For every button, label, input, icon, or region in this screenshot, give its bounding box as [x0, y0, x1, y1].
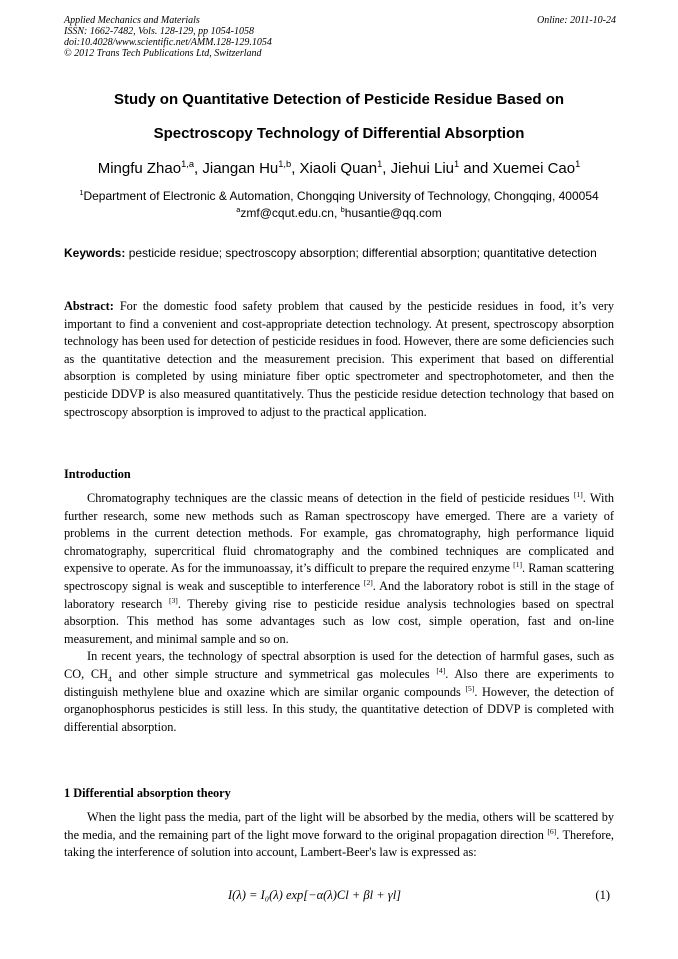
journal-issn: ISSN: 1662-7482, Vols. 128-129, pp 1054-1058 — [64, 26, 254, 37]
keywords-label: Keywords: — [64, 246, 126, 260]
section-1-paragraph-1 — [64, 809, 614, 862]
section-1-heading: 1 Differential absorption theory — [64, 786, 231, 800]
author-affiliation-marker: 1 — [575, 159, 581, 169]
keywords-text: pesticide residue; spectroscopy absorption; differential absorption; quantitative detection — [125, 246, 597, 260]
subscript: 4 — [108, 674, 112, 684]
paragraph-text: and other simple structure and symmetrical gas molecules — [111, 666, 437, 681]
email-a-marker: a — [236, 205, 241, 214]
author-name: Mingfu Zhao — [97, 160, 182, 177]
abstract — [64, 298, 614, 421]
citation-marker: [1] — [573, 489, 583, 499]
abstract-text: For the domestic food safety problem that caused by the pesticide residues in food, it’s very important to find a convenient and cost-appropriate detection technology. At present, spectroscopy absorption technology has been used for detection of pesticide residues in food. However, there are some deficiencies such as the quantitative detection and the measurement precision. This experiment that based on differential absorption is completed by using miniature fiber optic spectrometer and spectrophotometer, and then the pesticide DDVP is also measured quantitatively. Thus the pesticide residue detection technology that based on spectroscopy absorption is improved to adjust to the practical application. — [64, 299, 614, 419]
affiliation — [40, 189, 638, 203]
paper-title-line-1: Study on Quantitative Detection of Pesticide Residue Based on — [113, 91, 565, 108]
author-name: Jiangan Hu — [202, 160, 279, 177]
author-emails — [40, 206, 638, 220]
email-a[interactable]: zmf@cqut.edu.cn — [240, 206, 334, 220]
journal-doi: doi:10.4028/www.scientific.net/AMM.128-129.1054 — [64, 37, 272, 48]
author-affiliation-marker: 1 — [377, 159, 383, 169]
paragraph-text: . Thereby giving rise to pesticide residue analysis technologies based on spectral absorption. This method has some advantages such as low cost, simple operation, fast and on-line measurement, and minimal sample and so on. — [64, 596, 614, 646]
citation-marker: [3] — [168, 595, 178, 605]
citation-marker: [6] — [547, 826, 557, 836]
paragraph-text: . Therefore, taking the interference of solution into account, Lambert-Beer's law is expressed as: — [64, 827, 614, 860]
author-separator: and — [459, 160, 493, 177]
author-name: Xiaoli Quan — [299, 160, 378, 177]
paragraph-text: Chromatography techniques are the classic means of detection in the field of pesticide residues — [87, 491, 574, 505]
affiliation-marker: 1 — [79, 188, 84, 197]
author-affiliation-marker: 1,a — [181, 159, 195, 169]
paragraph-text: . Also there are experiments to distinguish methylene blue and oxazine which are similar organic compounds — [64, 666, 614, 699]
introduction-body — [64, 490, 614, 736]
equation-1 — [64, 888, 614, 908]
email-separator: , — [333, 206, 341, 220]
author-affiliation-marker: 1 — [454, 159, 460, 169]
equation-number: (1) — [595, 888, 610, 902]
paper-title-line-2: Spectroscopy Technology of Differential Absorption — [153, 125, 525, 142]
journal-name: Applied Mechanics and Materials — [64, 15, 200, 26]
equation-formula: I(λ) = I₀(λ) exp[−α(λ)Cl + βl + γl] — [228, 888, 402, 902]
author-separator: , — [194, 160, 203, 177]
journal-copyright: © 2012 Trans Tech Publications Ltd, Switzerland — [64, 48, 262, 59]
citation-marker: [1] — [513, 560, 523, 570]
author-separator: , — [382, 160, 391, 177]
author-affiliation-marker: 1,b — [278, 159, 292, 169]
paragraph-text: . With further research, some new methods such as Raman spectroscopy have emerged. There are a variety of problems in the current detection methods. For example, gas chromatography, high performance liquid chromatography, supercritical fluid chromatography and the combined techniques are complicated and expensive to operate. As for the immunoassay, it’s difficult to prepare the required enzyme — [64, 491, 615, 576]
email-b-marker: b — [340, 205, 345, 214]
journal-header — [64, 15, 616, 59]
author-name: Jiehui Liu — [390, 160, 455, 177]
paragraph-text: When the light pass the media, part of the light will be absorbed by the media, others will be scattered by the media, and the remaining part of the light move forward to the original propagation direction — [64, 810, 614, 842]
citation-marker: [5] — [465, 683, 475, 693]
paragraph-text: . However, the detection of organophosphorus pesticides is still less. In this study, the quantitative detection of DDVP is completed with differential absorption. — [64, 684, 614, 734]
author-separator: , — [291, 160, 300, 177]
citation-marker: [4] — [436, 665, 446, 675]
paragraph-text: In recent years, the technology of spectral absorption is used for the detection of harmful gases, such as CO, CH — [64, 649, 614, 681]
citation-marker: [2] — [363, 577, 373, 587]
introduction-paragraph-1 — [64, 490, 614, 648]
section-1-body — [64, 809, 614, 862]
keywords — [64, 245, 614, 262]
introduction-heading: Introduction — [64, 467, 131, 481]
author-name: Xuemei Cao — [492, 160, 576, 177]
paragraph-text: . Raman scattering spectroscopy signal is weak and susceptible to interference — [64, 561, 614, 593]
abstract-label: Abstract: — [64, 299, 114, 313]
author-list — [40, 160, 638, 177]
online-date: Online: 2011-10-24 — [537, 15, 616, 26]
affiliation-text: Department of Electronic & Automation, Chongqing University of Technology, Chongqing, 400054 — [83, 189, 599, 203]
email-b[interactable]: husantie@qq.com — [344, 206, 442, 220]
paragraph-text: . And the laboratory robot is still in the stage of laboratory research — [64, 578, 615, 611]
introduction-paragraph-2 — [64, 648, 614, 736]
